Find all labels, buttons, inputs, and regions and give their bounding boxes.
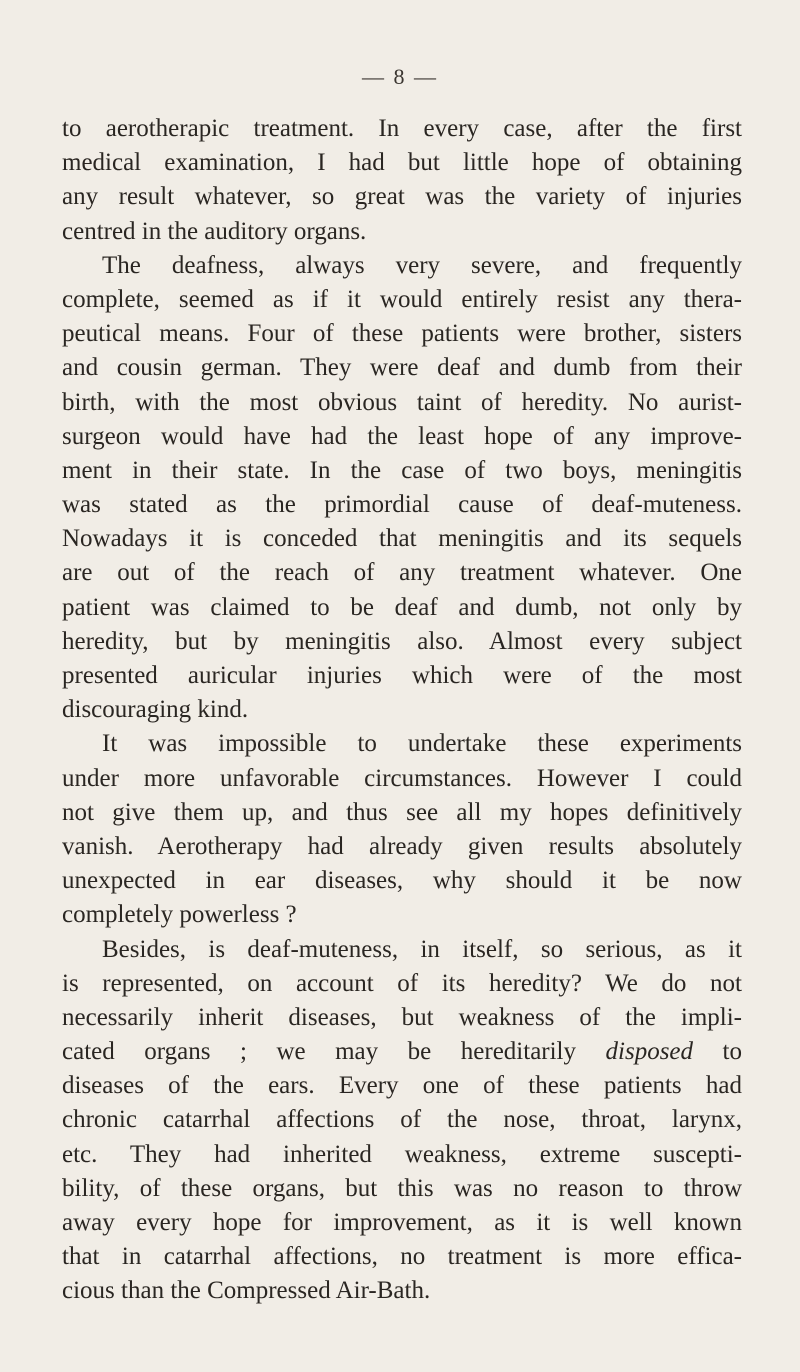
paragraph [62,249,742,728]
paragraph [62,112,742,249]
text-line: patient was claimed to be deaf and dumb, not only by [62,593,742,621]
paragraph [62,933,742,1309]
text-line: under more unfavorable circumstances. However I could [62,764,742,792]
text-line: that in catarrhal affections, no treatment is more effica- [62,1243,742,1271]
text-line: completely powerless ? [62,901,297,929]
text-line: It was impossible to undertake these experiments [102,730,742,758]
text-line: unexpected in ear diseases, why should it be now [62,867,742,895]
text-line: cious than the Compressed Air-Bath. [62,1277,431,1305]
text-line: The deafness, always very severe, and frequently [102,251,742,279]
paragraph [62,727,742,932]
text-line: Besides, is deaf-muteness, in itself, so serious, as it [102,935,742,963]
text-line: discouraging kind. [62,696,249,724]
text-line: chronic catarrhal affections of the nose, throat, larynx, [62,1106,742,1134]
text-line: peutical means. Four of these patients were brother, sisters [62,320,742,348]
text-line: birth, with the most obvious taint of heredity. No aurist- [62,388,742,416]
text-line: Nowadays it is conceded that meningitis and its sequels [62,525,742,553]
text-line: is represented, on account of its heredity? We do not [62,969,742,997]
text-line: not give them up, and thus see all my hopes definitively [62,798,742,826]
body-text [62,112,742,1309]
text-line: centred in the auditory organs. [62,217,367,245]
text-line: medical examination, I had but little hope of obtaining [62,149,742,177]
text-line: was stated as the primordial cause of deaf-muteness. [62,491,742,519]
text-line: necessarily inherit diseases, but weakness of the impli- [62,1003,742,1031]
text-line: diseases of the ears. Every one of these patients had [62,1072,742,1100]
text-line: and cousin german. They were deaf and dumb from their [62,354,742,382]
text-line: away every hope for improvement, as it is well known [62,1209,742,1236]
page-number: — 8 — [362,64,438,89]
text-line: surgeon would have had the least hope of any improve- [62,422,742,450]
text-line: heredity, but by meningitis also. Almost every subject [62,627,742,655]
text-line: etc. They had inherited weakness, extreme suscepti- [62,1140,742,1168]
text-line: vanish. Aerotherapy had already given results absolutely [62,832,742,860]
text-line: presented auricular injuries which were of the most [62,662,742,689]
text-line: are out of the reach of any treatment whatever. One [62,559,742,587]
text-line: to aerotherapic treatment. In every case, after the first [62,115,742,142]
text-line: bility, of these organs, but this was no reason to throw [62,1174,742,1202]
text-line: complete, seemed as if it would entirely resist any thera- [62,285,742,313]
text-line: any result whatever, so great was the variety of injuries [62,183,742,211]
text-line: cated organs ; we may be hereditarily disposed to [62,1038,742,1066]
text-line: ment in their state. In the case of two boys, meningitis [62,456,742,484]
